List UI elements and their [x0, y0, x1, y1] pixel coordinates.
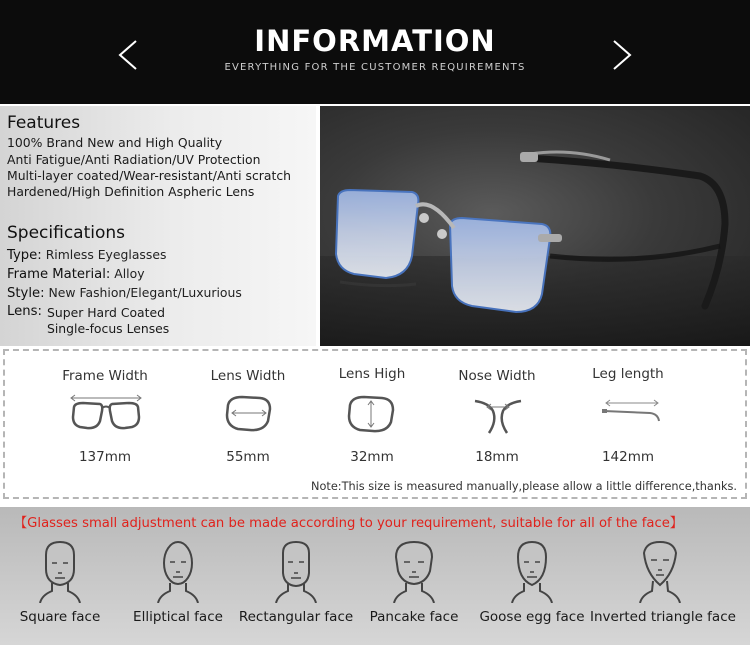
spec-lens: [7, 303, 42, 319]
elliptical-face-icon: [156, 539, 200, 603]
face-name: Goose egg face: [479, 609, 585, 625]
spec-frame-label: Frame Material:: [7, 267, 111, 282]
spec-style-label: Style:: [7, 286, 45, 301]
rimless-eyeglasses-image: [320, 106, 750, 346]
face-item-inverted-triangle: [590, 539, 736, 625]
spec-type-value: Rimless Eyeglasses: [45, 247, 167, 262]
product-photo: [320, 106, 750, 346]
spec-type: [7, 247, 166, 263]
face-item-square: [0, 539, 120, 625]
leg-length-icon: [600, 397, 664, 427]
spec-lens-value-2: Single-focus Lenses: [47, 321, 170, 336]
nose-width-icon: [473, 397, 523, 437]
spec-type-label: Type:: [7, 248, 42, 263]
pancake-face-icon: [390, 539, 438, 603]
frame-width-icon: [69, 393, 143, 433]
product-info-panel: [0, 106, 316, 346]
face-shapes-panel: [0, 507, 750, 645]
face-name: Square face: [19, 609, 101, 625]
face-name: Rectangular face: [238, 609, 354, 625]
page-title: INFORMATION: [254, 24, 496, 58]
measurement-label: Frame Width: [62, 368, 148, 384]
square-face-icon: [38, 539, 82, 603]
adjustment-note: 【Glasses small adjustment can be made according to your requirement, suitable for all of the face】: [14, 516, 683, 531]
rectangular-face-icon: [274, 539, 318, 603]
header-banner: [0, 0, 750, 104]
spec-style: [7, 285, 242, 301]
spec-lens-label: Lens:: [7, 304, 42, 319]
measurement-value: 18mm: [475, 449, 519, 465]
face-name: Pancake face: [369, 609, 459, 625]
measurement-label: Lens Width: [210, 368, 286, 384]
specifications-heading: Specifications: [7, 223, 126, 243]
measurement-note: Note:This size is measured manually,please allow a little difference,thanks.: [311, 480, 737, 493]
goose-egg-face-icon: [510, 539, 554, 603]
feature-item: Hardened/High Definition Aspheric Lens: [7, 184, 255, 199]
inverted-triangle-face-icon: [638, 539, 682, 603]
page-subtitle: EVERYTHING FOR THE CUSTOMER REQUIREMENTS: [224, 62, 526, 73]
chevron-right-icon[interactable]: [606, 38, 636, 72]
face-item-goose-egg: [472, 539, 592, 625]
spec-frame: [7, 266, 145, 282]
measurement-label: Leg length: [592, 366, 664, 382]
measurements-panel: [3, 349, 747, 499]
measurement-value: 55mm: [226, 449, 270, 465]
measurement-label: Lens High: [338, 366, 406, 382]
measurement-label: Nose Width: [458, 368, 536, 384]
feature-item: Multi-layer coated/Wear-resistant/Anti scratch: [7, 168, 291, 183]
features-heading: Features: [7, 113, 81, 133]
lens-height-icon: [346, 393, 398, 435]
feature-item: 100% Brand New and High Quality: [7, 135, 223, 150]
spec-lens-value-1: Super Hard Coated: [47, 305, 166, 320]
face-item-rectangular: [236, 539, 356, 625]
measurement-value: 137mm: [78, 449, 132, 465]
measurement-value: 142mm: [601, 449, 655, 465]
lens-width-icon: [224, 393, 274, 433]
face-name: Inverted triangle face: [590, 609, 736, 625]
spec-frame-value: Alloy: [114, 266, 145, 281]
face-item-pancake: [354, 539, 474, 625]
measurement-value: 32mm: [350, 449, 394, 465]
feature-item: Anti Fatigue/Anti Radiation/UV Protection: [7, 152, 261, 167]
spec-style-value: New Fashion/Elegant/Luxurious: [48, 285, 242, 300]
face-name: Elliptical face: [133, 609, 223, 625]
face-item-elliptical: [118, 539, 238, 625]
